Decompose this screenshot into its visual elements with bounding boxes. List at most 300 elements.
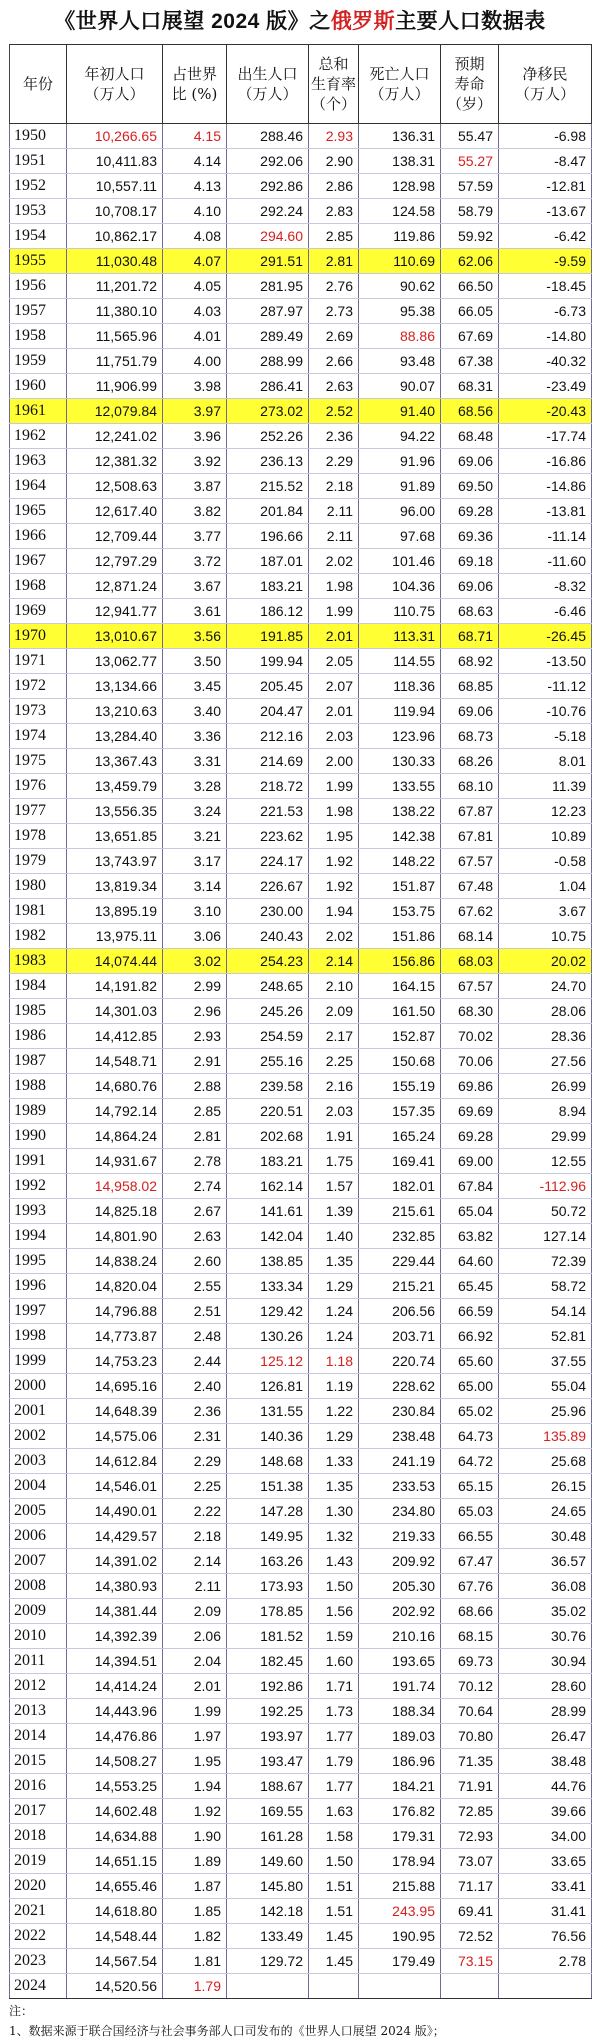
cell-year: 1981 (10, 899, 67, 924)
table-row (10, 649, 592, 674)
cell-fertility-rate: 1.35 (309, 1474, 359, 1499)
header-line: 生育率 (310, 75, 356, 93)
cell-life-expectancy: 70.06 (441, 1049, 499, 1074)
cell-births: 281.95 (227, 274, 309, 299)
cell-net-migration: 12.23 (499, 799, 592, 824)
table-row (10, 899, 592, 924)
cell-year: 2017 (10, 1799, 67, 1824)
header-net-migration (499, 45, 592, 124)
cell-life-expectancy: 64.60 (441, 1249, 499, 1274)
cell-net-migration: 26.47 (499, 1724, 592, 1749)
cell-life-expectancy: 67.38 (441, 349, 499, 374)
note-line: 1、数据来源于联合国经济与社会事务部人口司发布的《世界人口展望 2024 版》； (9, 2024, 445, 2038)
notes-section (9, 1999, 591, 2041)
cell-world-share: 4.01 (163, 324, 227, 349)
cell-world-share: 3.45 (163, 674, 227, 699)
cell-net-migration: 30.94 (499, 1649, 592, 1674)
cell-year: 1986 (10, 1024, 67, 1049)
cell-fertility-rate: 1.45 (309, 1924, 359, 1949)
cell-life-expectancy: 68.71 (441, 624, 499, 649)
cell-deaths: 156.86 (359, 949, 441, 974)
cell-year: 1975 (10, 749, 67, 774)
cell-births: 161.28 (227, 1824, 309, 1849)
cell-fertility-rate: 1.58 (309, 1824, 359, 1849)
cell-year: 1955 (10, 249, 67, 274)
cell-year: 2015 (10, 1749, 67, 1774)
cell-births: 215.52 (227, 474, 309, 499)
cell-births: 273.02 (227, 399, 309, 424)
table-row (10, 1649, 592, 1674)
header-line: 比 (%) (171, 85, 218, 103)
cell-initial-population: 14,958.02 (67, 1174, 163, 1199)
cell-deaths: 90.62 (359, 274, 441, 299)
cell-net-migration: -23.49 (499, 374, 592, 399)
title-prefix: 《世界人口展望 2024 版》之 (54, 10, 331, 33)
cell-births: 191.85 (227, 624, 309, 649)
cell-fertility-rate: 1.50 (309, 1849, 359, 1874)
cell-fertility-rate: 1.92 (309, 849, 359, 874)
cell-net-migration: -10.76 (499, 699, 592, 724)
cell-year: 1992 (10, 1174, 67, 1199)
table-row (10, 1274, 592, 1299)
cell-deaths: 229.44 (359, 1249, 441, 1274)
cell-births: 186.12 (227, 599, 309, 624)
cell-deaths: 191.74 (359, 1674, 441, 1699)
cell-world-share: 3.17 (163, 849, 227, 874)
cell-life-expectancy: 69.28 (441, 1124, 499, 1149)
cell-year: 1973 (10, 699, 67, 724)
cell-births: 292.06 (227, 149, 309, 174)
cell-deaths: 179.31 (359, 1824, 441, 1849)
cell-fertility-rate: 1.51 (309, 1899, 359, 1924)
cell-net-migration: 26.15 (499, 1474, 592, 1499)
cell-world-share: 4.10 (163, 199, 227, 224)
cell-births: 224.17 (227, 849, 309, 874)
table-row (10, 299, 592, 324)
cell-year: 1977 (10, 799, 67, 824)
table-row (10, 1374, 592, 1399)
cell-year: 1982 (10, 924, 67, 949)
table-row (10, 724, 592, 749)
cell-net-migration: -13.81 (499, 499, 592, 524)
table-row (10, 749, 592, 774)
header-deaths (359, 45, 441, 124)
table-row (10, 1899, 592, 1924)
cell-deaths: 206.56 (359, 1299, 441, 1324)
cell-world-share: 3.14 (163, 874, 227, 899)
cell-fertility-rate: 1.77 (309, 1724, 359, 1749)
cell-world-share: 3.87 (163, 474, 227, 499)
cell-net-migration: 33.65 (499, 1849, 592, 1874)
cell-initial-population: 14,618.80 (67, 1899, 163, 1924)
cell-initial-population: 14,655.46 (67, 1874, 163, 1899)
table-row (10, 1824, 592, 1849)
cell-fertility-rate: 1.32 (309, 1524, 359, 1549)
cell-deaths: 123.96 (359, 724, 441, 749)
header-line: 总和 (318, 55, 349, 73)
cell-births: 169.55 (227, 1799, 309, 1824)
cell-life-expectancy: 69.69 (441, 1099, 499, 1124)
cell-deaths: 91.40 (359, 399, 441, 424)
title-suffix: 主要人口数据表 (395, 10, 546, 33)
table-row (10, 774, 592, 799)
cell-life-expectancy: 65.04 (441, 1199, 499, 1224)
cell-world-share: 2.14 (163, 1549, 227, 1574)
cell-net-migration: 10.89 (499, 824, 592, 849)
table-row (10, 824, 592, 849)
cell-year: 1985 (10, 999, 67, 1024)
table-row (10, 1399, 592, 1424)
table-row (10, 424, 592, 449)
cell-world-share: 2.09 (163, 1599, 227, 1624)
page-title (0, 0, 600, 44)
cell-net-migration: 37.55 (499, 1349, 592, 1374)
cell-life-expectancy: 67.48 (441, 874, 499, 899)
cell-births: 133.49 (227, 1924, 309, 1949)
cell-fertility-rate: 2.17 (309, 1024, 359, 1049)
cell-deaths: 119.86 (359, 224, 441, 249)
cell-deaths: 189.03 (359, 1724, 441, 1749)
cell-births: 183.21 (227, 1149, 309, 1174)
cell-fertility-rate: 2.90 (309, 149, 359, 174)
cell-year: 2016 (10, 1774, 67, 1799)
cell-net-migration: 72.39 (499, 1249, 592, 1274)
table-row (10, 1699, 592, 1724)
cell-year: 1956 (10, 274, 67, 299)
cell-births: 245.26 (227, 999, 309, 1024)
cell-fertility-rate: 2.18 (309, 474, 359, 499)
cell-initial-population: 13,975.11 (67, 924, 163, 949)
cell-deaths: 215.21 (359, 1274, 441, 1299)
cell-year: 1951 (10, 149, 67, 174)
cell-net-migration: 1.04 (499, 874, 592, 899)
cell-life-expectancy (441, 1974, 499, 1999)
table-row (10, 699, 592, 724)
cell-initial-population: 10,411.83 (67, 149, 163, 174)
table-row (10, 1024, 592, 1049)
table-row (10, 1149, 592, 1174)
cell-world-share: 2.63 (163, 1224, 227, 1249)
cell-fertility-rate: 1.59 (309, 1624, 359, 1649)
cell-births: 129.72 (227, 1949, 309, 1974)
table-row (10, 1499, 592, 1524)
cell-life-expectancy: 58.79 (441, 199, 499, 224)
cell-initial-population: 14,796.88 (67, 1299, 163, 1324)
cell-initial-population: 14,380.93 (67, 1574, 163, 1599)
cell-life-expectancy: 72.52 (441, 1924, 499, 1949)
cell-net-migration: -9.59 (499, 249, 592, 274)
cell-year: 1995 (10, 1249, 67, 1274)
cell-fertility-rate: 2.29 (309, 449, 359, 474)
cell-fertility-rate: 2.36 (309, 424, 359, 449)
cell-deaths: 128.98 (359, 174, 441, 199)
cell-world-share: 1.92 (163, 1799, 227, 1824)
cell-initial-population: 14,602.48 (67, 1799, 163, 1824)
cell-fertility-rate (309, 1974, 359, 1999)
cell-fertility-rate: 1.45 (309, 1949, 359, 1974)
cell-fertility-rate: 1.43 (309, 1549, 359, 1574)
cell-world-share: 4.05 (163, 274, 227, 299)
cell-initial-population: 14,546.01 (67, 1474, 163, 1499)
cell-deaths: 186.96 (359, 1749, 441, 1774)
cell-deaths: 94.22 (359, 424, 441, 449)
cell-world-share: 3.10 (163, 899, 227, 924)
cell-births: 223.62 (227, 824, 309, 849)
cell-births: 240.43 (227, 924, 309, 949)
cell-deaths: 178.94 (359, 1849, 441, 1874)
cell-initial-population: 14,838.24 (67, 1249, 163, 1274)
cell-births: 163.26 (227, 1549, 309, 1574)
cell-life-expectancy: 67.47 (441, 1549, 499, 1574)
cell-life-expectancy: 67.81 (441, 824, 499, 849)
cell-world-share: 3.61 (163, 599, 227, 624)
cell-net-migration: 29.99 (499, 1124, 592, 1149)
cell-deaths (359, 1974, 441, 1999)
cell-world-share: 1.81 (163, 1949, 227, 1974)
cell-life-expectancy: 67.57 (441, 974, 499, 999)
table-row (10, 1349, 592, 1374)
cell-fertility-rate: 1.22 (309, 1399, 359, 1424)
cell-life-expectancy: 55.47 (441, 124, 499, 149)
cell-year: 1990 (10, 1124, 67, 1149)
cell-year: 1964 (10, 474, 67, 499)
cell-year: 1980 (10, 874, 67, 899)
cell-net-migration: 26.99 (499, 1074, 592, 1099)
cell-world-share: 3.97 (163, 399, 227, 424)
cell-initial-population: 14,301.03 (67, 999, 163, 1024)
cell-births: 192.86 (227, 1674, 309, 1699)
cell-births: 230.00 (227, 899, 309, 924)
cell-births: 182.45 (227, 1649, 309, 1674)
cell-fertility-rate: 2.07 (309, 674, 359, 699)
cell-year: 1970 (10, 624, 67, 649)
cell-fertility-rate: 1.33 (309, 1449, 359, 1474)
cell-initial-population: 14,825.18 (67, 1199, 163, 1224)
cell-life-expectancy: 67.62 (441, 899, 499, 924)
table-row (10, 1174, 592, 1199)
cell-fertility-rate: 2.81 (309, 249, 359, 274)
cell-births: 289.49 (227, 324, 309, 349)
cell-fertility-rate: 2.93 (309, 124, 359, 149)
cell-net-migration: 12.55 (499, 1149, 592, 1174)
cell-net-migration: -6.73 (499, 299, 592, 324)
cell-initial-population: 14,801.90 (67, 1224, 163, 1249)
cell-initial-population: 14,567.54 (67, 1949, 163, 1974)
cell-net-migration: 8.01 (499, 749, 592, 774)
table-row (10, 999, 592, 1024)
cell-net-migration: -11.12 (499, 674, 592, 699)
cell-initial-population: 14,648.39 (67, 1399, 163, 1424)
cell-initial-population: 13,651.85 (67, 824, 163, 849)
cell-world-share: 1.97 (163, 1724, 227, 1749)
cell-year: 1968 (10, 574, 67, 599)
cell-deaths: 238.48 (359, 1424, 441, 1449)
cell-year: 1962 (10, 424, 67, 449)
cell-births: 202.68 (227, 1124, 309, 1149)
table-row (10, 174, 592, 199)
cell-world-share: 2.18 (163, 1524, 227, 1549)
cell-fertility-rate: 2.16 (309, 1074, 359, 1099)
cell-deaths: 209.92 (359, 1549, 441, 1574)
cell-world-share: 2.25 (163, 1474, 227, 1499)
table-row (10, 1049, 592, 1074)
cell-world-share: 3.96 (163, 424, 227, 449)
cell-fertility-rate: 1.40 (309, 1224, 359, 1249)
cell-net-migration: 24.70 (499, 974, 592, 999)
table-row (10, 949, 592, 974)
cell-deaths: 179.49 (359, 1949, 441, 1974)
cell-year: 1979 (10, 849, 67, 874)
cell-net-migration: 31.41 (499, 1899, 592, 1924)
table-row (10, 1524, 592, 1549)
cell-life-expectancy: 68.30 (441, 999, 499, 1024)
table-row (10, 1474, 592, 1499)
cell-life-expectancy: 68.56 (441, 399, 499, 424)
cell-deaths: 118.36 (359, 674, 441, 699)
cell-life-expectancy: 62.06 (441, 249, 499, 274)
cell-deaths: 215.88 (359, 1874, 441, 1899)
cell-fertility-rate: 1.98 (309, 799, 359, 824)
cell-world-share: 3.67 (163, 574, 227, 599)
cell-deaths: 151.86 (359, 924, 441, 949)
cell-net-migration: -17.74 (499, 424, 592, 449)
cell-world-share: 4.08 (163, 224, 227, 249)
cell-world-share: 4.00 (163, 349, 227, 374)
cell-deaths: 151.87 (359, 874, 441, 899)
cell-fertility-rate: 2.09 (309, 999, 359, 1024)
cell-deaths: 241.19 (359, 1449, 441, 1474)
cell-deaths: 234.80 (359, 1499, 441, 1524)
cell-fertility-rate: 2.14 (309, 949, 359, 974)
cell-fertility-rate: 2.63 (309, 374, 359, 399)
table-row (10, 1874, 592, 1899)
cell-births: 287.97 (227, 299, 309, 324)
cell-deaths: 232.85 (359, 1224, 441, 1249)
cell-life-expectancy: 68.31 (441, 374, 499, 399)
cell-births: 252.26 (227, 424, 309, 449)
cell-world-share: 2.88 (163, 1074, 227, 1099)
cell-net-migration: -11.60 (499, 549, 592, 574)
cell-initial-population: 14,508.27 (67, 1749, 163, 1774)
header-line: 年份 (22, 75, 53, 93)
cell-world-share: 2.78 (163, 1149, 227, 1174)
cell-net-migration: 28.60 (499, 1674, 592, 1699)
cell-fertility-rate: 2.01 (309, 699, 359, 724)
cell-life-expectancy: 70.64 (441, 1699, 499, 1724)
cell-world-share: 2.85 (163, 1099, 227, 1124)
cell-initial-population: 11,751.79 (67, 349, 163, 374)
cell-initial-population: 13,367.43 (67, 749, 163, 774)
cell-year: 1966 (10, 524, 67, 549)
cell-world-share: 3.50 (163, 649, 227, 674)
table-row (10, 324, 592, 349)
cell-initial-population: 13,062.77 (67, 649, 163, 674)
cell-births: 147.28 (227, 1499, 309, 1524)
cell-deaths: 110.75 (359, 599, 441, 624)
cell-initial-population: 14,575.06 (67, 1424, 163, 1449)
cell-year: 2014 (10, 1724, 67, 1749)
cell-year: 2023 (10, 1949, 67, 1974)
cell-fertility-rate: 2.10 (309, 974, 359, 999)
cell-life-expectancy: 59.92 (441, 224, 499, 249)
cell-fertility-rate: 2.02 (309, 924, 359, 949)
cell-year: 2011 (10, 1649, 67, 1674)
cell-initial-population: 14,394.51 (67, 1649, 163, 1674)
cell-life-expectancy: 66.50 (441, 274, 499, 299)
cell-net-migration: 20.02 (499, 949, 592, 974)
cell-world-share: 2.81 (163, 1124, 227, 1149)
cell-world-share: 2.74 (163, 1174, 227, 1199)
cell-deaths: 176.82 (359, 1799, 441, 1824)
cell-initial-population: 14,695.16 (67, 1374, 163, 1399)
table-row (10, 624, 592, 649)
cell-year: 1997 (10, 1299, 67, 1324)
cell-births: 220.51 (227, 1099, 309, 1124)
cell-fertility-rate: 2.52 (309, 399, 359, 424)
cell-net-migration: -13.50 (499, 649, 592, 674)
table-row (10, 1924, 592, 1949)
table-header-row (10, 45, 592, 124)
table-row (10, 1599, 592, 1624)
cell-world-share: 3.40 (163, 699, 227, 724)
cell-fertility-rate: 1.30 (309, 1499, 359, 1524)
cell-births: 181.52 (227, 1624, 309, 1649)
cell-initial-population: 14,412.85 (67, 1024, 163, 1049)
cell-world-share: 2.36 (163, 1399, 227, 1424)
table-row (10, 1299, 592, 1324)
cell-net-migration: 34.00 (499, 1824, 592, 1849)
cell-initial-population: 14,553.25 (67, 1774, 163, 1799)
cell-births: 130.26 (227, 1324, 309, 1349)
cell-net-migration: 24.65 (499, 1499, 592, 1524)
table-row (10, 1774, 592, 1799)
cell-initial-population: 14,634.88 (67, 1824, 163, 1849)
cell-life-expectancy: 65.45 (441, 1274, 499, 1299)
cell-life-expectancy: 69.41 (441, 1899, 499, 1924)
table-row (10, 1749, 592, 1774)
cell-net-migration: -5.18 (499, 724, 592, 749)
cell-deaths: 219.33 (359, 1524, 441, 1549)
cell-world-share: 2.93 (163, 1024, 227, 1049)
cell-net-migration: 8.94 (499, 1099, 592, 1124)
cell-year: 1961 (10, 399, 67, 424)
cell-net-migration: -20.43 (499, 399, 592, 424)
cell-deaths: 130.33 (359, 749, 441, 774)
cell-fertility-rate: 2.11 (309, 499, 359, 524)
cell-year: 1999 (10, 1349, 67, 1374)
cell-deaths: 150.68 (359, 1049, 441, 1074)
cell-life-expectancy: 69.36 (441, 524, 499, 549)
cell-initial-population: 14,753.23 (67, 1349, 163, 1374)
header-year (10, 45, 67, 124)
table-row (10, 1849, 592, 1874)
cell-world-share: 1.95 (163, 1749, 227, 1774)
cell-year: 1974 (10, 724, 67, 749)
cell-net-migration: -14.80 (499, 324, 592, 349)
cell-net-migration: 76.56 (499, 1924, 592, 1949)
cell-net-migration: -6.46 (499, 599, 592, 624)
cell-life-expectancy: 65.03 (441, 1499, 499, 1524)
cell-births: 286.41 (227, 374, 309, 399)
cell-year: 1959 (10, 349, 67, 374)
cell-births: 129.42 (227, 1299, 309, 1324)
cell-fertility-rate: 2.76 (309, 274, 359, 299)
cell-life-expectancy: 73.07 (441, 1849, 499, 1874)
cell-births: 188.67 (227, 1774, 309, 1799)
cell-life-expectancy: 65.60 (441, 1349, 499, 1374)
cell-net-migration: -40.32 (499, 349, 592, 374)
cell-fertility-rate: 1.35 (309, 1249, 359, 1274)
